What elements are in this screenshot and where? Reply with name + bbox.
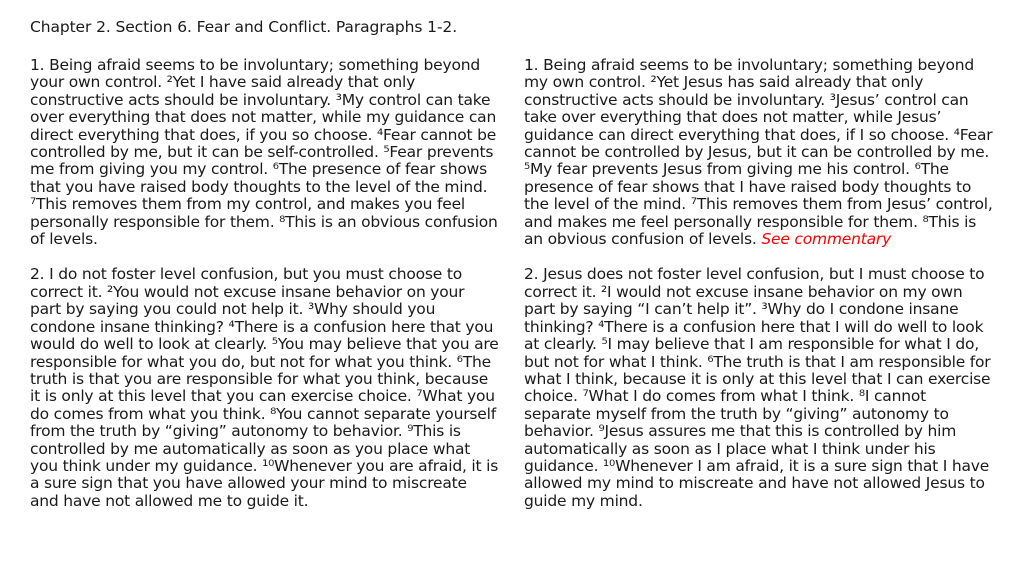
right-paragraph-1-text: 1. Being afraid seems to be involuntary; something beyond my own control. ²Yet Jesus has said already that only constructive acts should be involuntary. ³Jesus’ control can take over everything that does not matter, while Jesus’ guidance can direct everything that does, if I so choose. ⁴Fear cannot be controlled by Jesus, but it can be controlled by me. ⁵My fear prevents Jesus from giving me his control. ⁶The presence of fear shows that I have raised body thoughts to the level of the mind. ⁷This removes them from Jesus’ control, and makes me feel personally responsible for them. ⁸This is an obvious confusion of levels. [524, 56, 993, 249]
right-paragraph-2: 2. Jesus does not foster level confusion, but I must choose to correct it. ²I would not excuse insane behavior on my own part by saying “I can’t help it”. ³Why do I condone insane thinking? ⁴There is a confusion here that I will do well to look at clearly. ⁵I may believe that I am responsible for what I do, but not for what I think. ⁶The truth is that I am responsible for what I think, because it is only at this level that I can exercise choice. ⁷What I do comes from what I think. ⁸I cannot separate myself from the truth by “giving” autonomy to behavior. ⁹Jesus assures me that this is controlled by him automatically as soon as I place what I think under his guidance. ¹⁰Whenever I am afraid, it is a sure sign that I have allowed my mind to miscreate and have not allowed Jesus to guide my mind. [524, 265, 991, 510]
left-paragraph-1: 1. Being afraid seems to be involuntary; something beyond your own control. ²Yet I have said already that only constructive acts should be involuntary. ³My control can take over everything that does not matter, while my guidance can direct everything that does, if you so choose. ⁴Fear cannot be controlled by me, but it can be self-controlled. ⁵Fear prevents me from giving you my control. ⁶The presence of fear shows that you have raised body thoughts to the level of the mind. ⁷This removes them from my control, and makes you feel personally responsible for them. ⁸This is an obvious confusion of levels. [30, 56, 498, 249]
page-title: Chapter 2. Section 6. Fear and Conflict. Paragraphs 1-2. [30, 18, 458, 36]
right-paragraph-1 [524, 57, 994, 248]
left-column-original-text [30, 57, 500, 528]
right-column-personalized-text [524, 57, 994, 528]
content-columns [30, 57, 994, 528]
see-commentary-link[interactable]: See commentary [761, 230, 892, 249]
left-paragraph-2: 2. I do not foster level confusion, but you must choose to correct it. ²You would not excuse insane behavior on your part by saying you could not help it. ³Why should you condone insane thinking? ⁴There is a confusion here that you would do well to look at clearly. ⁵You may believe that you are responsible for what you do, but not for what you think. ⁶The truth is that you are responsible for what you think, because it is only at this level that you can exercise choice. ⁷What you do comes from what you think. ⁸You cannot separate yourself from the truth by “giving” autonomy to behavior. ⁹This is controlled by me automatically as soon as you place what you think under my guidance. ¹⁰Whenever you are afraid, it is a sure sign that you have allowed your mind to miscreate and have not allowed me to guide it. [30, 265, 499, 510]
